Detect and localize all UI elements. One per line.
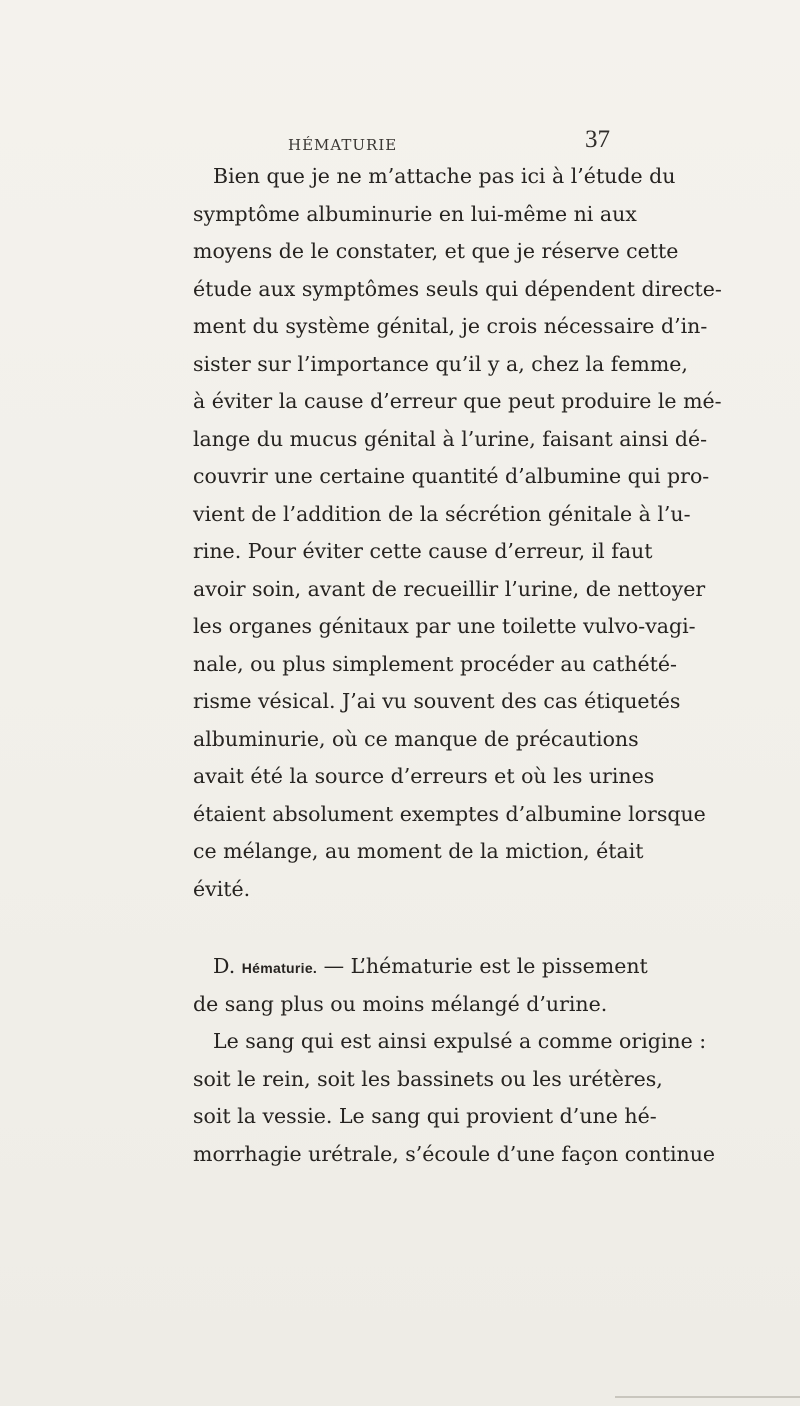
section-heading-line: [193, 948, 648, 986]
text-line: avoir soin, avant de recueillir l’urine, de nettoyer: [193, 576, 706, 601]
text-line: couvrir une certaine quantité d’albumine qui pro-: [193, 464, 710, 488]
text-line: ment du système génital, je crois nécessaire d’in-: [193, 314, 708, 338]
text-line: avait été la source d’erreurs et où les urines: [193, 764, 655, 788]
text-line: risme vésical. J’ai vu souvent des cas étiquetés: [193, 689, 681, 713]
running-title: HÉMATURIE: [288, 136, 398, 154]
text-line: évité.: [193, 876, 251, 901]
text-line: étaient absolument exemptes d’albumine lorsque: [193, 801, 706, 826]
section-title: Hématurie.: [241, 960, 318, 976]
text-line: étude aux symptômes seuls qui dépendent directe-: [193, 276, 722, 301]
section-heading-text: — L’hématurie est le pissement: [317, 954, 648, 978]
text-line: symptôme albuminurie en lui-même ni aux: [193, 201, 637, 226]
text-line: Bien que je ne m’attache pas ici à l’étude du: [213, 164, 676, 188]
section-gap: [193, 908, 633, 948]
text-line: vient de l’addition de la sécrétion génitale à l’u-: [193, 501, 691, 526]
text-line: lange du mucus génital à l’urine, faisant ainsi dé-: [193, 426, 708, 451]
text-line: de sang plus ou moins mélangé d’urine.: [193, 991, 608, 1016]
text-line: sister sur l’importance qu’il y a, chez la femme,: [193, 351, 688, 376]
body-text: [193, 158, 722, 1173]
page-number: 37: [585, 126, 610, 153]
text-line: albuminurie, où ce manque de précautions: [193, 726, 639, 751]
bottom-edge-line: [615, 1396, 800, 1398]
text-line: les organes génitaux par une toilette vulvo-vagi-: [193, 614, 696, 638]
text-line: nale, ou plus simplement procéder au cathété-: [193, 651, 677, 676]
text-line: Le sang qui est ainsi expulsé a comme origine :: [213, 1029, 707, 1053]
section-letter: D.: [213, 954, 236, 978]
text-line: rine. Pour éviter cette cause d’erreur, il faut: [193, 539, 653, 563]
text-line: morrhagie urétrale, s’écoule d’une façon continue: [193, 1141, 716, 1166]
text-line: à éviter la cause d’erreur que peut produire le mé-: [193, 389, 722, 413]
text-line: soit la vessie. Le sang qui provient d’une hé-: [193, 1104, 657, 1128]
text-line: soit le rein, soit les bassinets ou les urétères,: [193, 1066, 663, 1091]
text-line: moyens de le constater, et que je réserve cette: [193, 239, 679, 263]
text-line: ce mélange, au moment de la miction, était: [193, 839, 644, 863]
